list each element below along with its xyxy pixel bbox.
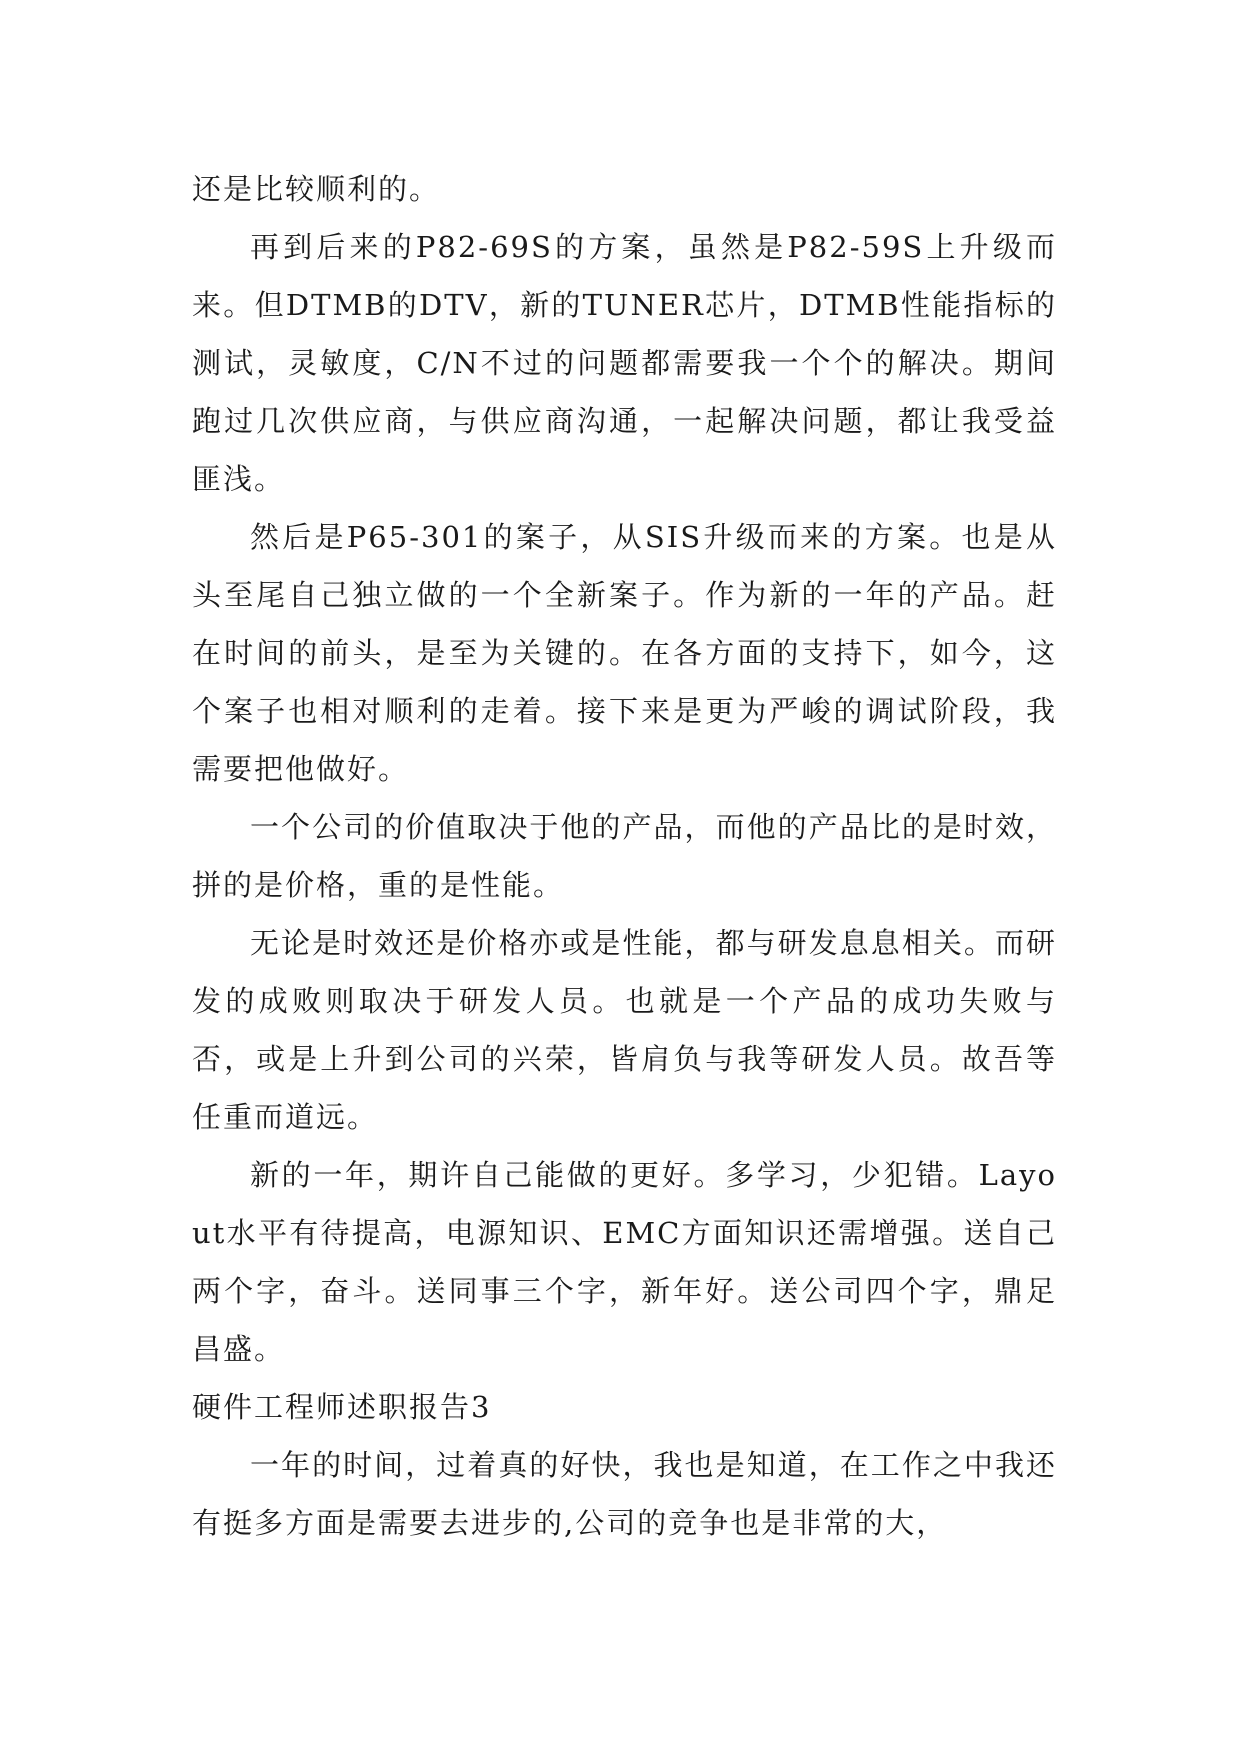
document-body [192, 160, 1057, 1552]
paragraph-6: 新的一年，期许自己能做的更好。多学习，少犯错。Layout水平有待提高，电源知识、EMC方面知识还需增强。送自己两个字，奋斗。送同事三个字，新年好。送公司四个字，鼎足昌盛。 [192, 1158, 1057, 1366]
paragraph-7: 一年的时间，过着真的好快，我也是知道，在工作之中我还有挺多方面是需要去进步的,公司的竞争也是非常的大， [192, 1448, 1057, 1540]
paragraph-3: 然后是P65-301的案子，从SIS升级而来的方案。也是从头至尾自己独立做的一个全新案子。作为新的一年的产品。赶在时间的前头，是至为关键的。在各方面的支持下，如今，这个案子也相对顺利的走着。接下来是更为严峻的调试阶段，我需要把他做好。 [192, 520, 1057, 786]
section-title: 硬件工程师述职报告3 [192, 1390, 492, 1424]
paragraph-1: 还是比较顺利的。 [192, 172, 441, 206]
paragraph-4: 一个公司的价值取决于他的产品，而他的产品比的是时效，拼的是价格，重的是性能。 [192, 810, 1057, 902]
paragraph-5: 无论是时效还是价格亦或是性能，都与研发息息相关。而研发的成败则取决于研发人员。也就是一个产品的成功失败与否，或是上升到公司的兴荣，皆肩负与我等研发人员。故吾等任重而道远。 [192, 926, 1057, 1134]
paragraph-2: 再到后来的P82-69S的方案，虽然是P82-59S上升级而来。但DTMB的DTV，新的TUNER芯片，DTMB性能指标的测试，灵敏度，C/N不过的问题都需要我一个个的解决。期间跑过几次供应商，与供应商沟通，一起解决问题，都让我受益匪浅。 [192, 230, 1057, 496]
